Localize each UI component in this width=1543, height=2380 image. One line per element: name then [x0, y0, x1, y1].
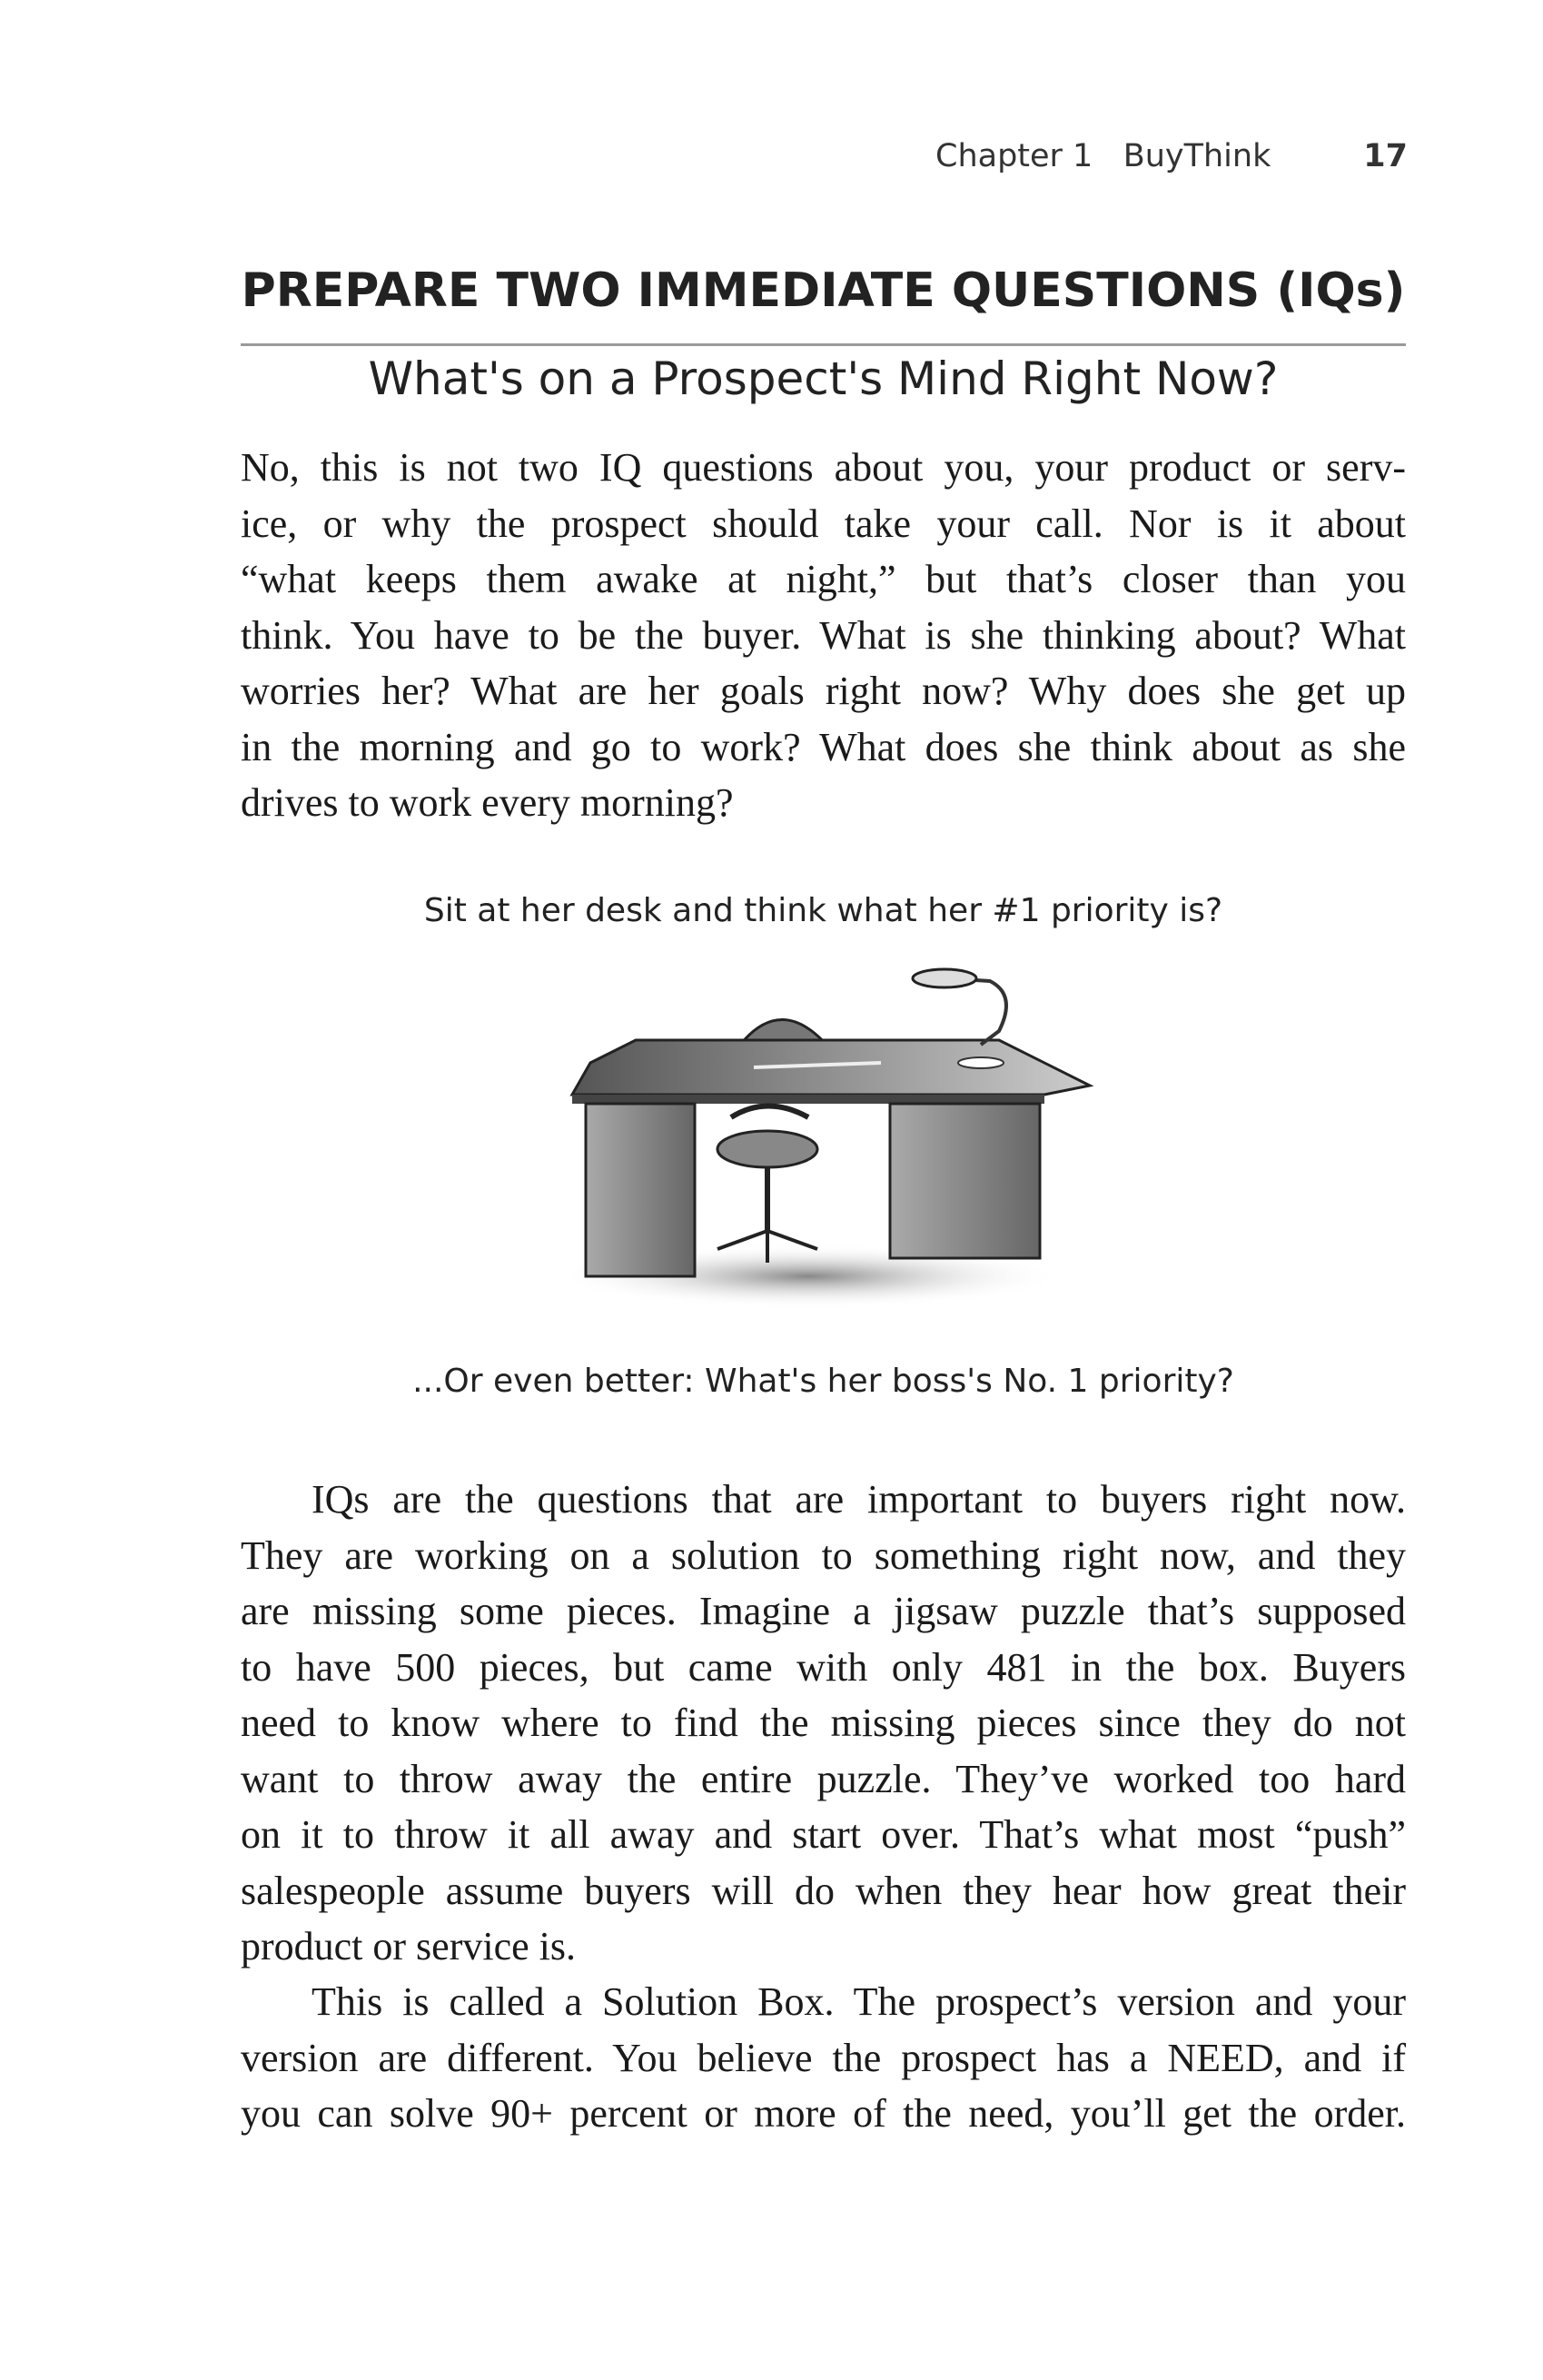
paragraph-2	[241, 1472, 1406, 1975]
text-line: IQs are the questions that are important to buyers right now.	[312, 1477, 1406, 1522]
illustration-caption-top: Sit at her desk and think what her #1 priority is?	[423, 892, 1223, 929]
illustration-caption-bottom: ...Or even better: What's her boss's No. 1 priority?	[412, 1363, 1234, 1400]
heading-rule	[241, 343, 1406, 346]
text-line: ice, or why the prospect should take your call. Nor is it about	[241, 501, 1406, 546]
text-line: worries her? What are her goals right now? Why does she get up	[241, 669, 1406, 713]
section-heading: PREPARE TWO IMMEDIATE QUESTIONS (IQs)	[241, 263, 1406, 318]
chapter-label: Chapter 1 BuyThink	[935, 138, 1271, 174]
paragraph-1	[241, 440, 1406, 831]
text-line: This is called a Solution Box. The prospect’s version and your	[312, 1979, 1406, 2024]
paragraph-3	[241, 1974, 1406, 2142]
text-line: are missing some pieces. Imagine a jigsaw puzzle that’s supposed	[241, 1589, 1406, 1633]
text-line: you can solve 90+ percent or more of the need, you’ll get the order.	[241, 2091, 1406, 2136]
text-line: “what keeps them awake at night,” but that’s closer than you	[241, 557, 1406, 601]
text-line: need to know where to find the missing pieces since they do not	[241, 1701, 1406, 1745]
text-line: to have 500 pieces, but came with only 481 in the box. Buyers	[241, 1644, 1406, 1690]
text-line: salespeople assume buyers will do when they hear how great their	[241, 1868, 1406, 1913]
text-line: on it to throw it all away and start over. That’s what most “push”	[241, 1812, 1406, 1857]
text-line: No, this is not two IQ questions about you, your product or serv-	[241, 445, 1406, 490]
text-line: drives to work every morning?	[241, 780, 734, 825]
text-line: in the morning and go to work? What does she think about as she	[241, 724, 1406, 769]
section-subheading: What's on a Prospect's Mind Right Now?	[368, 352, 1279, 405]
text-line: want to throw away the entire puzzle. They’ve worked too hard	[241, 1756, 1406, 1801]
page-number: 17	[1363, 138, 1408, 174]
text-line: They are working on a solution to something right now, and they	[241, 1532, 1406, 1578]
text-line: product or service is.	[241, 1924, 576, 1968]
desk-illustration	[536, 958, 1099, 1317]
text-line: think. You have to be the buyer. What is she thinking about? What	[241, 612, 1406, 658]
text-line: version are different. You believe the prospect has a NEED, and if	[241, 2035, 1406, 2080]
